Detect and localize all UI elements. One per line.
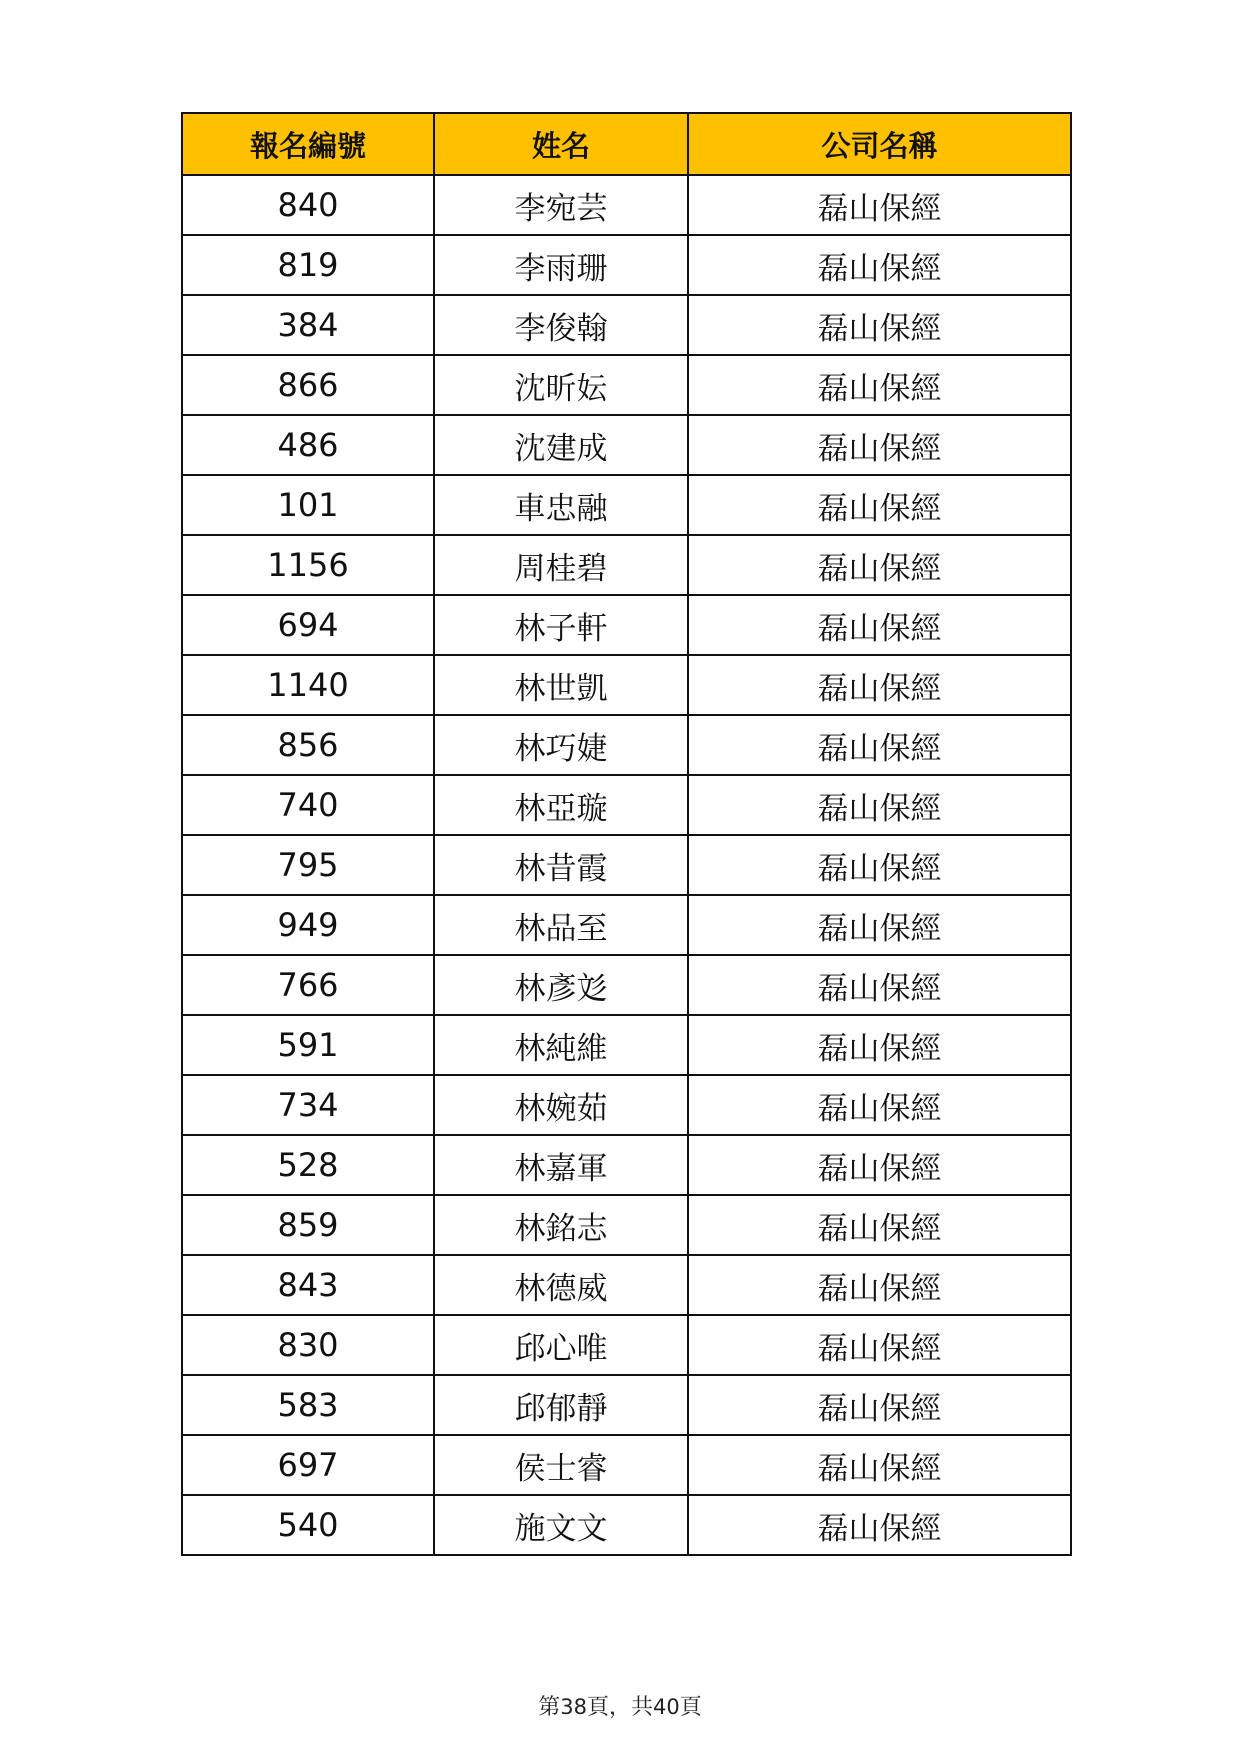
registration-number-cell: 856 — [182, 715, 434, 775]
table-row — [182, 1015, 1071, 1075]
registration-number-cell: 840 — [182, 175, 434, 235]
company-name-cell: 磊山保經 — [688, 475, 1071, 535]
name-cell: 林德威 — [434, 1255, 688, 1315]
table-row — [182, 715, 1071, 775]
table-row — [182, 475, 1071, 535]
registration-number-cell: 734 — [182, 1075, 434, 1135]
registration-number-cell: 795 — [182, 835, 434, 895]
name-cell: 林嘉軍 — [434, 1135, 688, 1195]
registration-number-cell: 384 — [182, 295, 434, 355]
header-row — [182, 113, 1071, 175]
name-cell: 林子軒 — [434, 595, 688, 655]
company-name-cell: 磊山保經 — [688, 655, 1071, 715]
name-cell: 林巧婕 — [434, 715, 688, 775]
name-cell: 邱心唯 — [434, 1315, 688, 1375]
table-row — [182, 355, 1071, 415]
registration-number-cell: 591 — [182, 1015, 434, 1075]
table-row — [182, 1435, 1071, 1495]
table-row — [182, 1495, 1071, 1555]
name-cell: 邱郁靜 — [434, 1375, 688, 1435]
registration-number-cell: 740 — [182, 775, 434, 835]
table-row — [182, 835, 1071, 895]
table-row — [182, 1135, 1071, 1195]
table-row — [182, 775, 1071, 835]
registration-number-cell: 486 — [182, 415, 434, 475]
page-footer — [0, 1690, 1240, 1721]
table-row — [182, 175, 1071, 235]
name-cell: 施文文 — [434, 1495, 688, 1555]
company-name-cell: 磊山保經 — [688, 1375, 1071, 1435]
table-row — [182, 415, 1071, 475]
registration-number-cell: 694 — [182, 595, 434, 655]
table-row — [182, 1255, 1071, 1315]
name-cell: 李宛芸 — [434, 175, 688, 235]
name-cell: 李俊翰 — [434, 295, 688, 355]
table-row — [182, 1375, 1071, 1435]
table-row — [182, 235, 1071, 295]
table-row — [182, 1075, 1071, 1135]
registration-number-cell: 528 — [182, 1135, 434, 1195]
name-cell: 沈建成 — [434, 415, 688, 475]
table-row — [182, 535, 1071, 595]
company-name-cell: 磊山保經 — [688, 1495, 1071, 1555]
name-cell: 林亞璇 — [434, 775, 688, 835]
company-name-cell: 磊山保經 — [688, 1435, 1071, 1495]
company-name-cell: 磊山保經 — [688, 1255, 1071, 1315]
name-cell: 林世凱 — [434, 655, 688, 715]
registration-number-cell: 101 — [182, 475, 434, 535]
company-name-cell: 磊山保經 — [688, 355, 1071, 415]
name-cell: 車忠融 — [434, 475, 688, 535]
company-name-cell: 磊山保經 — [688, 295, 1071, 355]
company-name-cell: 磊山保經 — [688, 415, 1071, 475]
registration-number-cell: 843 — [182, 1255, 434, 1315]
name-cell: 林昔霞 — [434, 835, 688, 895]
company-name-cell: 磊山保經 — [688, 895, 1071, 955]
registration-number-cell: 949 — [182, 895, 434, 955]
company-name-cell: 磊山保經 — [688, 235, 1071, 295]
header-company-name: 公司名稱 — [688, 113, 1071, 175]
registration-number-cell: 1156 — [182, 535, 434, 595]
company-name-cell: 磊山保經 — [688, 175, 1071, 235]
company-name-cell: 磊山保經 — [688, 535, 1071, 595]
registration-number-cell: 766 — [182, 955, 434, 1015]
registration-number-cell: 540 — [182, 1495, 434, 1555]
table-row — [182, 1315, 1071, 1375]
name-cell: 林彥彣 — [434, 955, 688, 1015]
table-body — [182, 175, 1071, 1555]
company-name-cell: 磊山保經 — [688, 715, 1071, 775]
company-name-cell: 磊山保經 — [688, 1315, 1071, 1375]
company-name-cell: 磊山保經 — [688, 1015, 1071, 1075]
name-cell: 林品至 — [434, 895, 688, 955]
registration-table — [181, 112, 1072, 1556]
table-row — [182, 655, 1071, 715]
name-cell: 林婉茹 — [434, 1075, 688, 1135]
table-row — [182, 595, 1071, 655]
registration-number-cell: 697 — [182, 1435, 434, 1495]
company-name-cell: 磊山保經 — [688, 835, 1071, 895]
footer-total-pages: 40 — [653, 1695, 680, 1719]
name-cell: 林銘志 — [434, 1195, 688, 1255]
name-cell: 沈昕妘 — [434, 355, 688, 415]
registration-number-cell: 819 — [182, 235, 434, 295]
company-name-cell: 磊山保經 — [688, 1195, 1071, 1255]
table-row — [182, 1195, 1071, 1255]
table-header — [182, 113, 1071, 175]
footer-page-number: 38 — [560, 1695, 587, 1719]
registration-number-cell: 830 — [182, 1315, 434, 1375]
registration-number-cell: 866 — [182, 355, 434, 415]
name-cell: 林純維 — [434, 1015, 688, 1075]
company-name-cell: 磊山保經 — [688, 955, 1071, 1015]
registration-number-cell: 1140 — [182, 655, 434, 715]
company-name-cell: 磊山保經 — [688, 1075, 1071, 1135]
name-cell: 侯士睿 — [434, 1435, 688, 1495]
footer-middle: 頁，共 — [586, 1695, 653, 1720]
company-name-cell: 磊山保經 — [688, 595, 1071, 655]
company-name-cell: 磊山保經 — [688, 1135, 1071, 1195]
name-cell: 周桂碧 — [434, 535, 688, 595]
registration-number-cell: 583 — [182, 1375, 434, 1435]
footer-prefix: 第 — [538, 1695, 561, 1720]
header-registration-number: 報名編號 — [182, 113, 434, 175]
company-name-cell: 磊山保經 — [688, 775, 1071, 835]
footer-suffix: 頁 — [679, 1695, 702, 1720]
table-row — [182, 295, 1071, 355]
header-name: 姓名 — [434, 113, 688, 175]
name-cell: 李雨珊 — [434, 235, 688, 295]
registration-number-cell: 859 — [182, 1195, 434, 1255]
table-row — [182, 955, 1071, 1015]
table-row — [182, 895, 1071, 955]
